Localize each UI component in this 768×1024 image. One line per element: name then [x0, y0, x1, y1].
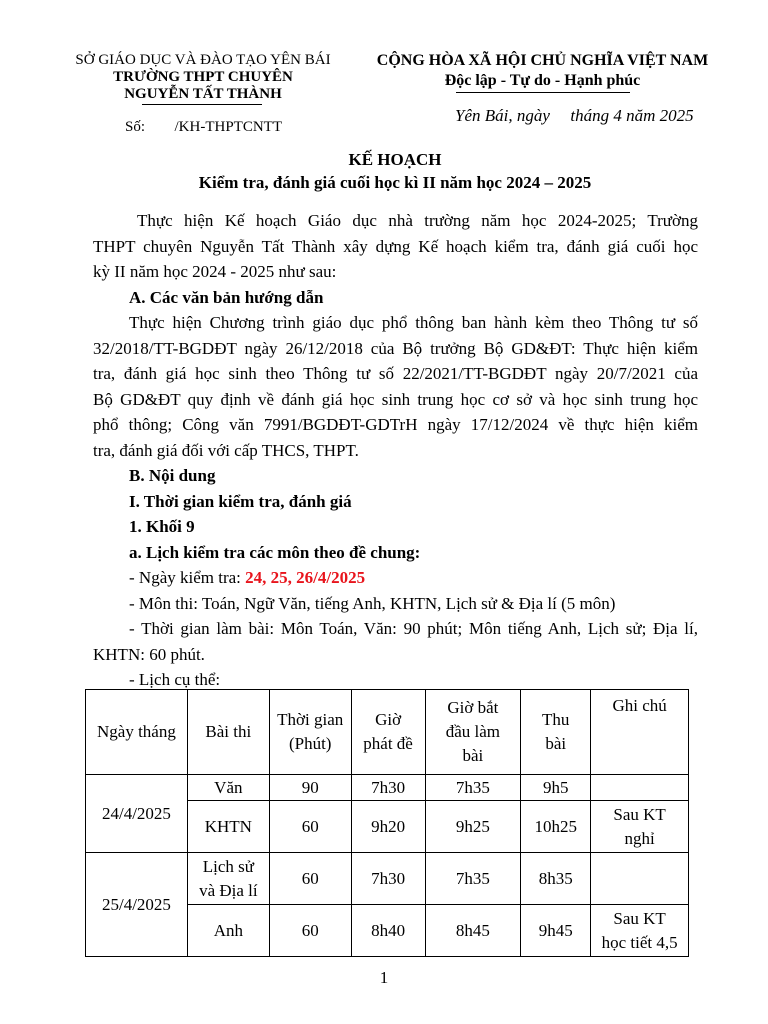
intro-line-3: kỳ II năm học 2024 - 2025 như sau: — [93, 262, 337, 281]
cell-duration: 90 — [269, 775, 351, 801]
exam-dates-value: 24, 25, 26/4/2025 — [245, 568, 366, 587]
exam-duration-line-2: KHTN: 60 phút. — [93, 645, 205, 664]
cell-date: 25/4/2025 — [86, 853, 188, 957]
section-a-line-2: 32/2018/TT-BGDĐT ngày 26/12/2018 của Bộ trưởng Bộ GD&ĐT: Thực hiện kiểm — [93, 339, 698, 358]
header-issue-l1: Giờ — [375, 710, 402, 729]
header-issue-l2: phát đề — [363, 734, 413, 753]
cell-issue: 7h30 — [351, 853, 425, 905]
header-collect-time — [521, 690, 591, 775]
table-row — [86, 775, 689, 801]
cell-subject: KHTN — [187, 801, 269, 853]
exam-dates — [129, 565, 734, 591]
section-a-line-4: Bộ GD&ĐT quy định về đánh giá học sinh trung học cơ sở và học sinh trung học — [93, 390, 698, 409]
subject-l1: Lịch sử — [202, 856, 254, 876]
document-subtitle: Kiểm tra, đánh giá cuối học kì II năm học 2024 – 2025 — [198, 173, 592, 192]
cell-duration: 60 — [269, 905, 351, 957]
cell-collect: 8h35 — [521, 853, 591, 905]
note-l2: nghỉ — [624, 828, 655, 848]
exam-schedule-table — [85, 689, 689, 957]
country-name: CỘNG HÒA XÃ HỘI CHỦ NGHĨA VIỆT NAM — [376, 52, 709, 69]
national-motto: Độc lập - Tự do - Hạnh phúc — [444, 72, 641, 89]
department-name: SỞ GIÁO DỤC VÀ ĐÀO TẠO YÊN BÁI — [75, 52, 331, 68]
place-date — [455, 106, 694, 126]
header-start-time — [425, 690, 521, 775]
header-duration-l1: Thời gian — [277, 710, 344, 729]
number-code: /KH-THPTCNTT — [174, 119, 283, 135]
exam-subjects: - Môn thi: Toán, Ngữ Văn, tiếng Anh, KHTN, Lịch sử & Địa lí (5 môn) — [129, 594, 616, 613]
cell-subject: Văn — [187, 775, 269, 801]
section-a-line-5: phổ thông; Công văn 7991/BGDĐT-GDTrH ngày 17/12/2024 về thực hiện kiểm — [93, 415, 698, 434]
exam-duration-line-1: - Thời gian làm bài: Môn Toán, Văn: 90 phút; Môn tiếng Anh, Lịch sử; Địa lí, — [129, 619, 698, 638]
section-a-heading: A. Các văn bản hướng dẫn — [129, 288, 324, 307]
cell-subject: Anh — [187, 905, 269, 957]
header-collect-l1: Thu — [542, 710, 570, 729]
school-name-line2: NGUYỄN TẤT THÀNH — [124, 86, 282, 102]
cell-start: 7h35 — [425, 775, 521, 801]
place-date-part1: Yên Bái, ngày — [455, 106, 550, 125]
header-date: Ngày tháng — [86, 690, 188, 775]
table-header-row — [86, 690, 689, 775]
note-l1: Sau KT — [613, 908, 666, 928]
exam-dates-label: - Ngày kiểm tra: — [129, 568, 246, 587]
cell-note — [591, 905, 689, 957]
cell-collect: 9h5 — [521, 775, 591, 801]
header-issue-time — [351, 690, 425, 775]
cell-start: 9h25 — [425, 801, 521, 853]
national-heading — [360, 51, 725, 91]
cell-start: 7h35 — [425, 853, 521, 905]
header-note: Ghi chú — [591, 690, 689, 775]
cell-duration: 60 — [269, 853, 351, 905]
cell-issue: 8h40 — [351, 905, 425, 957]
issuer-block — [66, 52, 340, 103]
cell-duration: 60 — [269, 801, 351, 853]
header-duration — [269, 690, 351, 775]
cell-collect: 10h25 — [521, 801, 591, 853]
header-subject: Bài thi — [187, 690, 269, 775]
cell-note — [591, 853, 689, 905]
table-row — [86, 853, 689, 905]
cell-note — [591, 775, 689, 801]
cell-collect: 9h45 — [521, 905, 591, 957]
header-duration-l2: (Phút) — [288, 734, 332, 753]
cell-date: 24/4/2025 — [86, 775, 188, 853]
section-b-sub-a: a. Lịch kiểm tra các môn theo đề chung: — [129, 543, 421, 562]
section-b-heading: B. Nội dung — [129, 466, 216, 485]
cell-issue: 7h30 — [351, 775, 425, 801]
cell-note — [591, 801, 689, 853]
header-start-l3: bài — [462, 746, 484, 765]
schedule-label: - Lịch cụ thể: — [129, 670, 221, 689]
document-title: KẾ HOẠCH — [348, 150, 442, 169]
section-b-sub-1: 1. Khối 9 — [129, 517, 195, 536]
document-number — [125, 119, 282, 136]
section-a-line-3: tra, đánh giá học sinh theo Thông tư số 22/2021/TT-BGDĐT ngày 20/7/2021 của — [93, 364, 698, 383]
place-date-part2: tháng 4 năm 2025 — [570, 106, 694, 125]
section-b-sub-i: I. Thời gian kiểm tra, đánh giá — [129, 492, 352, 511]
section-a-line-6: tra, đánh giá đối với cấp THCS, THPT. — [93, 441, 359, 460]
note-l2: học tiết 4,5 — [601, 932, 678, 952]
cell-subject — [187, 853, 269, 905]
motto-underline — [456, 92, 630, 93]
header-start-l1: Giờ bắt — [447, 698, 499, 717]
issuer-underline — [142, 104, 262, 105]
number-label: Số: — [125, 119, 146, 135]
school-name-line1: TRƯỜNG THPT CHUYÊN — [113, 69, 293, 85]
header-collect-l2: bài — [545, 734, 567, 753]
section-a-line-1: Thực hiện Chương trình giáo dục phổ thông ban hành kèm theo Thông tư số — [129, 313, 698, 332]
subject-l2: và Địa lí — [199, 880, 258, 900]
cell-start: 8h45 — [425, 905, 521, 957]
intro-line-1: Thực hiện Kế hoạch Giáo dục nhà trường năm học 2024-2025; Trường — [137, 211, 698, 230]
page-number: 1 — [379, 968, 389, 987]
note-l1: Sau KT — [613, 804, 666, 824]
header-start-l2: đầu làm — [445, 722, 501, 741]
intro-line-2: THPT chuyên Nguyễn Tất Thành xây dựng Kế hoạch kiểm tra, đánh giá cuối học — [93, 237, 698, 256]
cell-issue: 9h20 — [351, 801, 425, 853]
